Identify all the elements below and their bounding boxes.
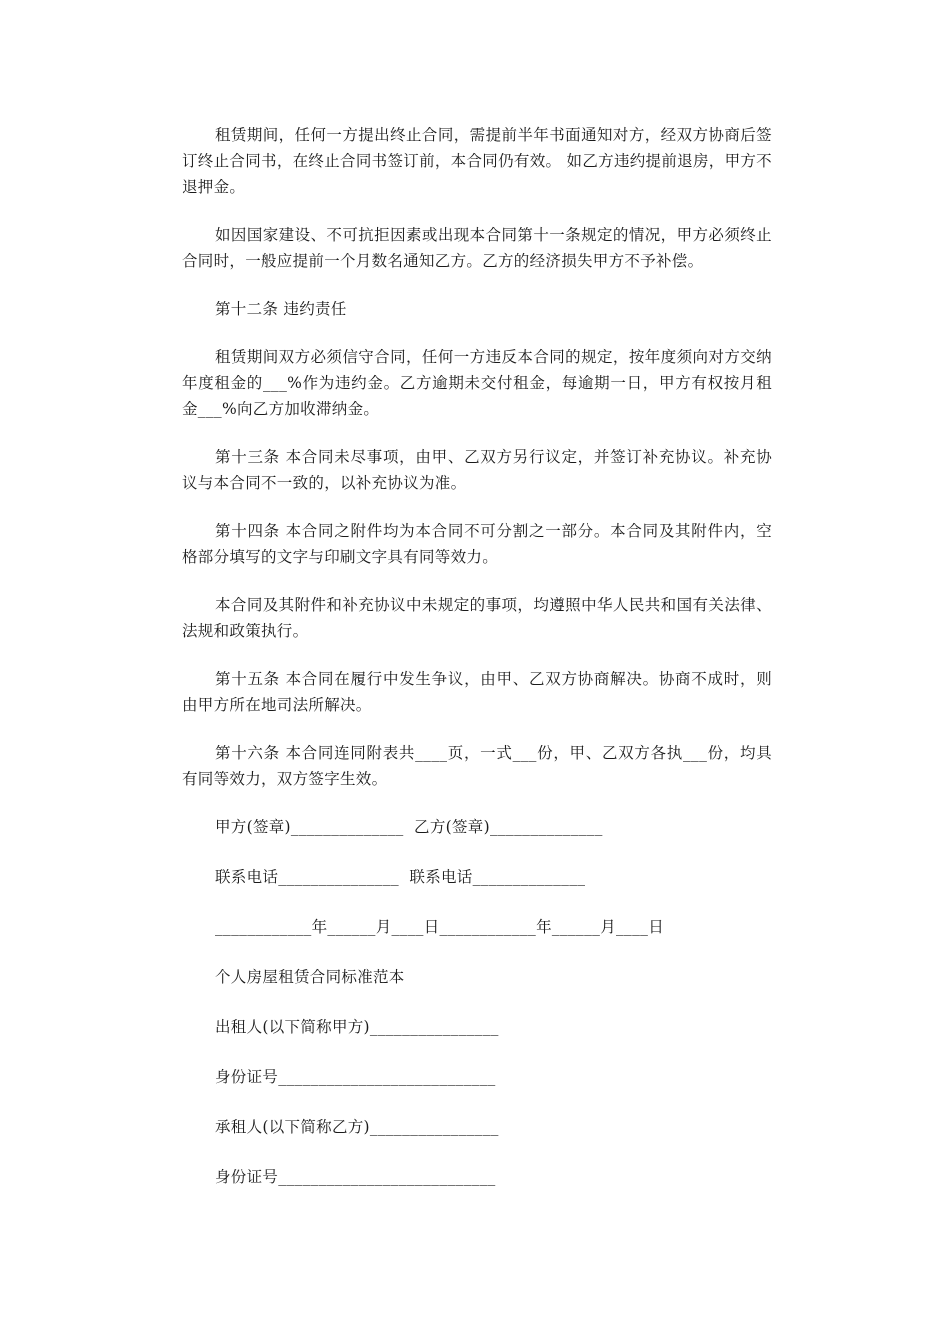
lessee-id-line: 身份证号___________________________ (215, 1168, 496, 1186)
lessee-line: 承租人(以下简称乙方)________________ (215, 1118, 499, 1136)
template-title: 个人房屋租赁合同标准范本 (215, 968, 405, 986)
article-16: 第十六条 本合同连同附表共____页，一式___份，甲、乙双方各执___份，均具有同等效力，双方签字生效。 (182, 744, 772, 788)
lessor-id-line: 身份证号___________________________ (215, 1068, 496, 1086)
contact-phone-line: 联系电话_______________ 联系电话______________ (215, 868, 586, 886)
signature-line: 甲方(签章)______________ 乙方(签章)______________ (215, 818, 603, 836)
paragraph-breach-liability: 租赁期间双方必须信守合同，任何一方违反本合同的规定，按年度须向对方交纳年度租金的___%作为违约金。乙方逾期未交付租金，每逾期一日，甲方有权按月租金___%向乙方加收滞纳金。 (182, 348, 772, 418)
article-13: 第十三条 本合同未尽事项，由甲、乙双方另行议定，并签订补充协议。补充协议与本合同不一致的，以补充协议为准。 (182, 448, 772, 492)
date-line: ____________年______月____日____________年______月____日 (215, 918, 664, 936)
paragraph-termination-notice: 租赁期间，任何一方提出终止合同，需提前半年书面通知对方，经双方协商后签订终止合同书，在终止合同书签订前，本合同仍有效。 如乙方违约提前退房，甲方不退押金。 (182, 126, 772, 196)
article-14: 第十四条 本合同之附件均为本合同不可分割之一部分。本合同及其附件内，空格部分填写的文字与印刷文字具有同等效力。 (182, 522, 772, 566)
article-15: 第十五条 本合同在履行中发生争议，由甲、乙双方协商解决。协商不成时，则由甲方所在地司法所解决。 (182, 670, 772, 714)
lessor-line: 出租人(以下简称甲方)________________ (215, 1018, 499, 1036)
article-12-heading: 第十二条 违约责任 (215, 300, 347, 318)
paragraph-force-majeure: 如因国家建设、不可抗拒因素或出现本合同第十一条规定的情况，甲方必须终止合同时，一般应提前一个月数名通知乙方。乙方的经济损失甲方不予补偿。 (182, 226, 772, 270)
document-page (182, 122, 772, 1214)
paragraph-applicable-law: 本合同及其附件和补充协议中未规定的事项，均遵照中华人民共和国有关法律、法规和政策执行。 (182, 596, 772, 640)
